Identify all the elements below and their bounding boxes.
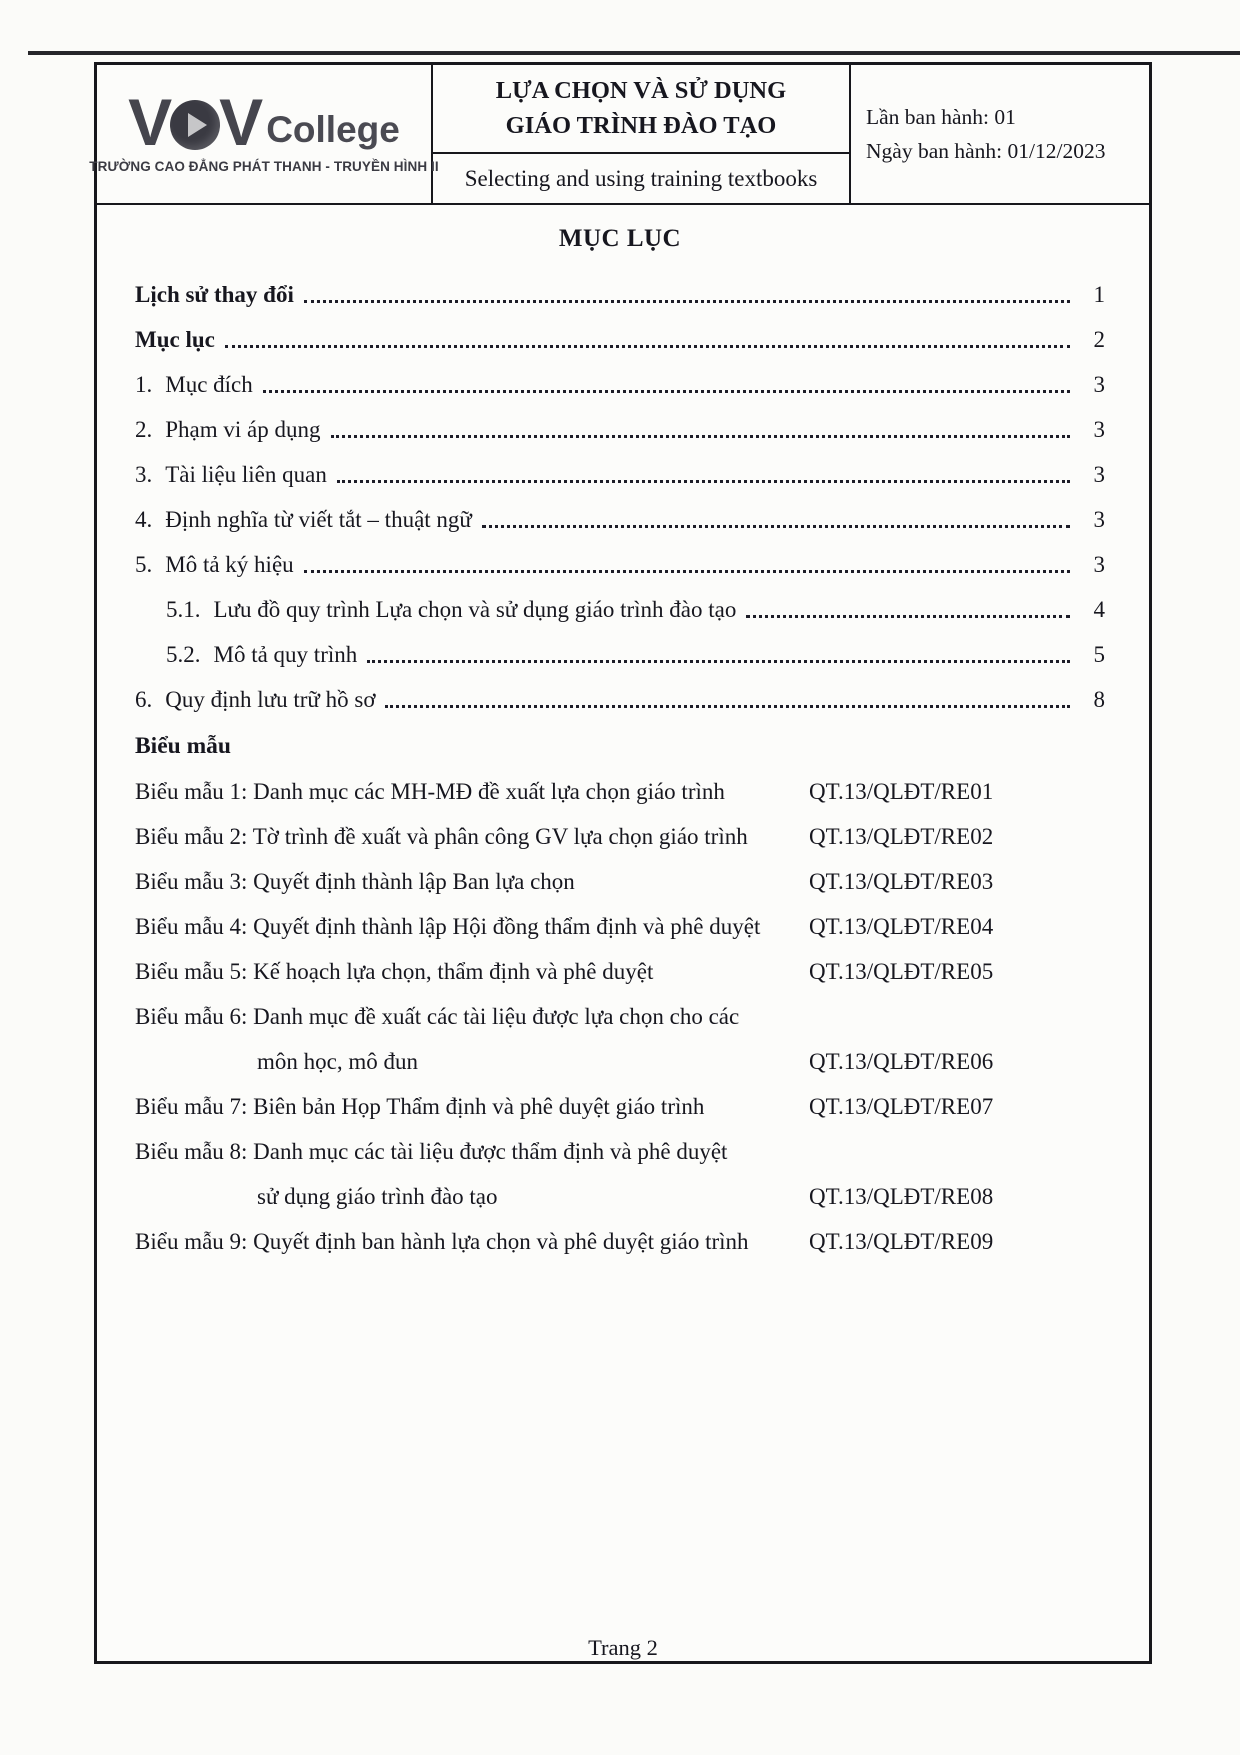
toc-entry-number: 5.2. (166, 642, 201, 667)
form-row (135, 946, 1105, 991)
form-code: QT.13/QLĐT/RE09 (809, 1229, 994, 1254)
toc-entry-number: 4. (135, 507, 153, 532)
form-label: Biểu mẫu 7: Biên bản Họp Thẩm định và phê duyệt giáo trình (135, 1094, 705, 1119)
form-code: QT.13/QLĐT/RE08 (809, 1184, 994, 1209)
issue-number: Lần ban hành: 01 (866, 104, 1016, 129)
form-label: Biểu mẫu 6: Danh mục đề xuất các tài liệu được lựa chọn cho các (135, 1004, 740, 1029)
toc-entry-label: Mô tả quy trình (213, 642, 358, 667)
toc-page-number: 5 (1093, 642, 1105, 667)
vov-logo (128, 84, 400, 159)
toc-leader-dots (337, 480, 1070, 483)
form-code: QT.13/QLĐT/RE03 (809, 869, 994, 894)
document-header (89, 65, 1149, 205)
toc-page-number: 3 (1093, 417, 1105, 442)
play-circle-icon (170, 100, 220, 150)
toc-entry-number: 5. (135, 552, 153, 577)
forms-heading: Biểu mẫu (135, 733, 231, 759)
toc-entry-label: Mục lục (135, 327, 215, 352)
document-title-vi-line2: GIÁO TRÌNH ĐÀO TẠO (505, 111, 777, 139)
toc-leader-dots (367, 660, 1070, 663)
form-code: QT.13/QLĐT/RE06 (809, 1049, 994, 1074)
toc-leader-dots (304, 300, 1070, 303)
form-row (135, 1216, 1105, 1261)
form-code: QT.13/QLĐT/RE01 (809, 779, 994, 804)
form-code: QT.13/QLĐT/RE02 (809, 824, 994, 849)
toc-leader-dots (482, 525, 1070, 528)
toc-page-number: 8 (1093, 687, 1105, 712)
toc-entry-number: 1. (135, 372, 153, 397)
toc-entry-number: 2. (135, 417, 153, 442)
toc-page-number: 3 (1093, 372, 1105, 397)
document-body (97, 205, 1149, 1261)
scan-edge-line (28, 51, 1240, 55)
page-number-footer: Trang 2 (588, 1635, 658, 1661)
toc-row (135, 494, 1105, 539)
form-code: QT.13/QLĐT/RE07 (809, 1094, 994, 1119)
toc-entry-label: Lưu đồ quy trình Lựa chọn và sử dụng giáo trình đào tạo (213, 597, 737, 622)
form-label: Biểu mẫu 2: Tờ trình đề xuất và phân công GV lựa chọn giáo trình (135, 824, 748, 849)
toc-page-number: 4 (1093, 597, 1105, 622)
toc-page-number: 3 (1093, 462, 1105, 487)
toc-entry-label: Tài liệu liên quan (165, 462, 327, 487)
logo-cell (89, 65, 439, 203)
title-cell (433, 65, 851, 203)
form-row (135, 856, 1105, 901)
toc-entry-number: 6. (135, 687, 153, 712)
toc-entry-label: Mô tả ký hiệu (165, 552, 294, 577)
form-label: Biểu mẫu 9: Quyết định ban hành lựa chọn và phê duyệt giáo trình (135, 1229, 749, 1254)
toc-row (135, 674, 1105, 719)
toc-entry-label: Phạm vi áp dụng (165, 417, 321, 442)
toc-row (135, 359, 1105, 404)
logo-letter-v: V (219, 84, 259, 159)
issue-info-cell (851, 65, 1149, 203)
toc-entry-number: 5.1. (166, 597, 201, 622)
form-row (135, 991, 1105, 1036)
toc-list (135, 269, 1105, 719)
college-wordmark: College (266, 109, 400, 151)
toc-page-number: 3 (1093, 507, 1105, 532)
toc-leader-dots (746, 615, 1070, 618)
toc-row (135, 584, 1105, 629)
toc-page-number: 1 (1093, 282, 1105, 307)
toc-row (135, 314, 1105, 359)
toc-page-number: 2 (1093, 327, 1105, 352)
form-label: Biểu mẫu 3: Quyết định thành lập Ban lựa chọn (135, 869, 575, 894)
toc-row (135, 539, 1105, 584)
form-label: sử dụng giáo trình đào tạo (257, 1184, 498, 1209)
form-label: Biểu mẫu 1: Danh mục các MH-MĐ đề xuất lựa chọn giáo trình (135, 779, 725, 804)
form-row (135, 1036, 1105, 1081)
document-title-vi-line1: LỰA CHỌN VÀ SỬ DỤNG (495, 77, 787, 105)
school-name: TRƯỜNG CAO ĐẲNG PHÁT THANH - TRUYỀN HÌNH II (89, 159, 439, 175)
toc-page-number: 3 (1093, 552, 1105, 577)
document-title-vi (433, 65, 849, 154)
form-label: Biểu mẫu 8: Danh mục các tài liệu được thẩm định và phê duyệt (135, 1139, 728, 1164)
toc-entry-label: Định nghĩa từ viết tắt – thuật ngữ (165, 507, 472, 532)
form-label: Biểu mẫu 4: Quyết định thành lập Hội đồng thẩm định và phê duyệt (135, 914, 761, 939)
toc-entry-label: Quy định lưu trữ hồ sơ (165, 687, 376, 712)
form-row (135, 811, 1105, 856)
form-row (135, 1081, 1105, 1126)
toc-row (135, 449, 1105, 494)
play-triangle-icon (188, 113, 207, 137)
toc-heading: MỤC LỤC (558, 225, 682, 252)
issue-date: Ngày ban hành: 01/12/2023 (866, 139, 1106, 163)
form-row (135, 766, 1105, 811)
toc-leader-dots (385, 705, 1070, 708)
form-row (135, 1126, 1105, 1171)
form-label: Biểu mẫu 5: Kế hoạch lựa chọn, thẩm định và phê duyệt (135, 959, 654, 984)
form-label: môn học, mô đun (257, 1049, 418, 1074)
form-row (135, 1171, 1105, 1216)
forms-list (135, 766, 1105, 1261)
document-title-en: Selecting and using training textbooks (464, 165, 818, 191)
toc-entry-label: Lịch sử thay đổi (135, 282, 294, 307)
form-code: QT.13/QLĐT/RE04 (809, 914, 994, 939)
form-code: QT.13/QLĐT/RE05 (809, 959, 994, 984)
toc-leader-dots (263, 390, 1070, 393)
document-page (89, 62, 1152, 1664)
toc-leader-dots (225, 345, 1070, 348)
toc-entry-number: 3. (135, 462, 153, 487)
toc-row (135, 629, 1105, 674)
toc-entry-label: Mục đích (165, 372, 253, 397)
toc-row (135, 269, 1105, 314)
toc-leader-dots (304, 570, 1070, 573)
logo-letter-v: V (128, 84, 168, 159)
toc-leader-dots (331, 435, 1071, 438)
toc-row (135, 404, 1105, 449)
form-row (135, 901, 1105, 946)
